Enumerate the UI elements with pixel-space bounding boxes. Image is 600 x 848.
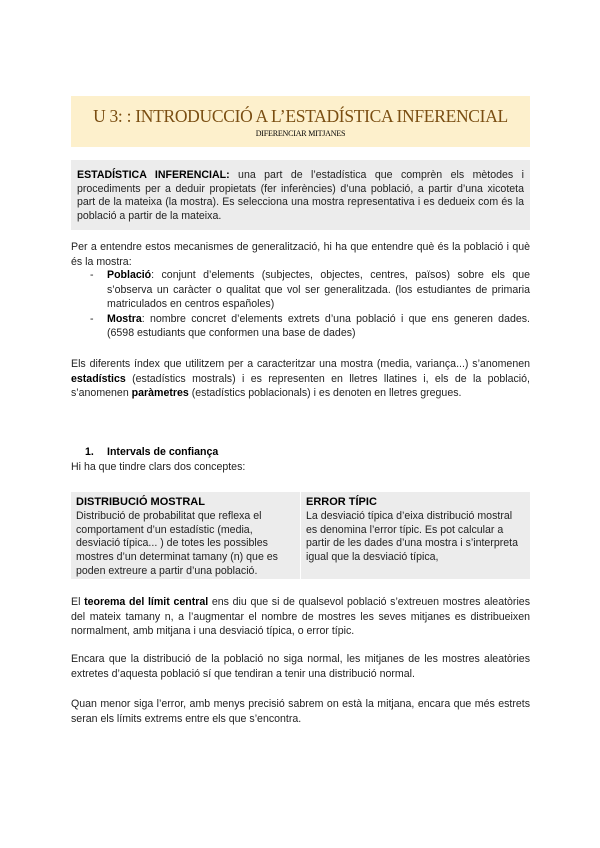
section-intro: Hi ha que tindre clars dos conceptes: xyxy=(71,461,246,473)
concept-heading: ERROR TÍPIC xyxy=(306,496,377,508)
theorem-paragraph xyxy=(71,595,530,639)
definition-text: una part de l’estadística que comprèn els mètodes i procediments per a deduir propietats (fer inferències) d’una població, a partir d’una xicoteta part de la mateixa (la mostra). Es selecciona una mostra representativa i es dedueix com és la població a partir de la mateixa. xyxy=(77,169,524,222)
page-subtitle: DIFERENCIAR MITJANES xyxy=(255,129,346,138)
concept-heading: DISTRIBUCIÓ MOSTRAL xyxy=(76,496,205,508)
bullet-text: : nombre concret d’elements extrets d’una població i que ens generen dades. (6598 estudiants que conformen una base de dades) xyxy=(107,312,530,339)
bullet-dash: - xyxy=(90,312,94,325)
table-row xyxy=(71,492,530,579)
indices-text-2: (estadístics mostrals) i es representen en lletres llatines i, els de la població, s’anomenen xyxy=(71,372,530,399)
bullet-term: Població xyxy=(107,269,152,281)
title-banner xyxy=(71,96,530,147)
indices-text-1: Els diferents índex que utilitzem per a caracteritzar una mostra (media, variança...) s’anomenen xyxy=(71,358,530,370)
theorem-text-2: ens diu que si de qualsevol població s’extreuen mostres aleatòries del mateix tamany n, a l’augmentar el nombre de mostres les seves mitjanes es distribueixen normalment, amb mitjana i una desviació típica, o error típic. xyxy=(71,596,530,637)
normal-distribution-paragraph: Encara que la distribució de la població no siga normal, les mitjanes de les mostres aleatòries extretes d’aquesta població sí que tendiran a tenir una distribució normal. xyxy=(71,653,530,680)
term-teorema: teorema del límit central xyxy=(84,596,209,608)
page-title: U 3: : INTRODUCCIÓ A L’ESTADÍSTICA INFERENCIAL xyxy=(93,106,508,126)
theorem-text-1: El xyxy=(71,596,85,608)
definition-term: ESTADÍSTICA INFERENCIAL: xyxy=(77,169,230,181)
concept-cell-distribucio xyxy=(71,492,301,579)
bullet-term: Mostra xyxy=(107,312,142,325)
term-estadistics: estadístics xyxy=(71,372,126,385)
definition-paragraph xyxy=(71,160,530,223)
list-item-poblacio xyxy=(71,268,530,312)
population-sample-list xyxy=(71,268,530,341)
error-precision-paragraph: Quan menor siga l’error, amb menys precisió sabrem on està la mitjana, encara que més estrets seran els límits extrems entre els que s’encontra. xyxy=(71,698,530,725)
concept-text: Distribució de probabilitat que reflexa el comportament d’un estadístic (media, desviació típica... ) de totes les possibles mostres d’un determinat tamany (n) que es poden extreure a partir d’una població. xyxy=(76,509,278,577)
concept-cell-error xyxy=(301,492,531,579)
bullet-text: : conjunt d’elements (subjectes, objectes, centres, països) sobre els que s’observa un caràcter o qualitat que vol ser generalitzada. (los estudiantes de primaria matriculados en centros españoles) xyxy=(107,269,530,310)
definition-box xyxy=(71,160,530,230)
section-heading-intervals xyxy=(85,446,218,458)
section-number: 1. xyxy=(85,446,94,458)
indices-paragraph xyxy=(71,357,530,401)
list-item-mostra xyxy=(71,312,530,341)
bullet-dash: - xyxy=(90,269,94,281)
section-title: Intervals de confiança xyxy=(107,446,219,458)
indices-text-3: (estadístics poblacionals) i es denoten en lletres gregues. xyxy=(188,387,462,399)
term-parametres: paràmetres xyxy=(131,387,189,399)
concept-text: La desviació típica d’eixa distribució mostral es denomina l’error típic. Es pot calcular a partir de les dades d’una mostra i s’interpreta igual que la desviació típica, xyxy=(306,509,518,564)
intro-paragraph: Per a entendre estos mecanismes de generalització, hi ha que entendre què és la població i què és la mostra: xyxy=(71,241,530,268)
concepts-table xyxy=(71,492,530,579)
